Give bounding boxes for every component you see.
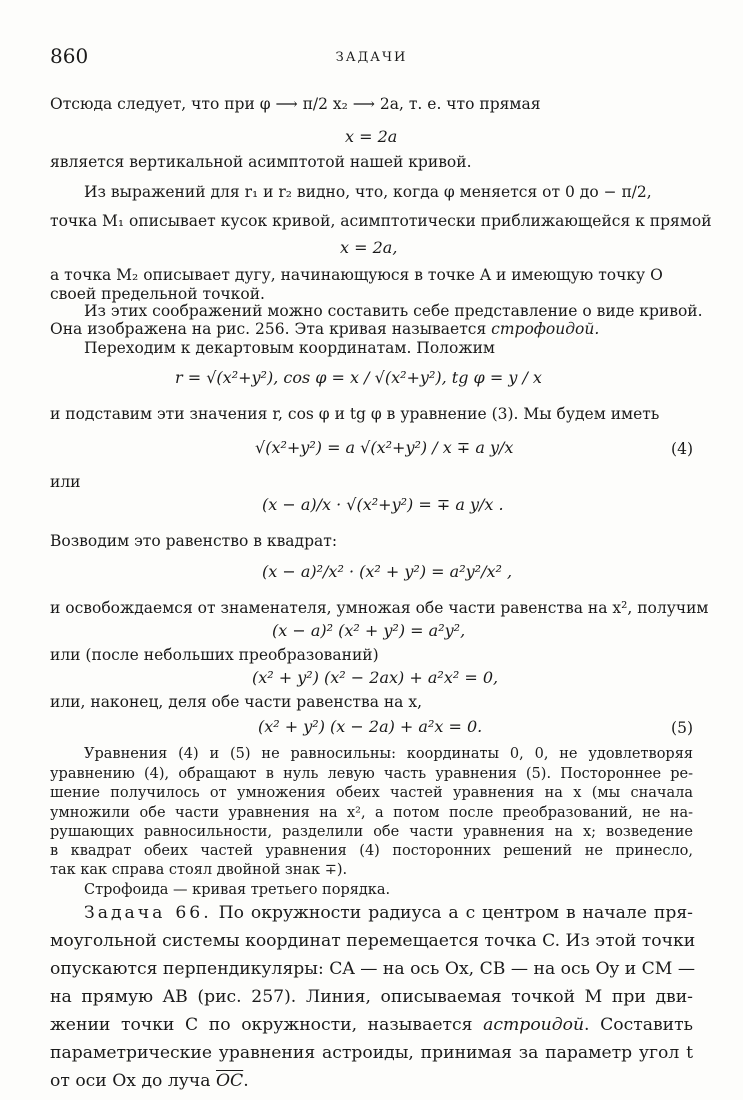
remark-line: уравнению (4), обращают в нуль левую часть уравнения (5). Постороннее ре-: [50, 766, 693, 782]
text-line: Переходим к декартовым координатам. Положим: [84, 339, 495, 357]
remark-line: рушающих равносильности, разделили обе части уравнения на x; возведение: [50, 824, 693, 840]
text-segment: Она изображена на рис. 256. Эта кривая называется: [50, 320, 492, 338]
text-segment: .: [243, 1071, 249, 1091]
text-line: [50, 319, 693, 340]
vector-oc: $\overline{OC}$: [215, 1071, 244, 1091]
term-strophoid: строфоидой.: [491, 320, 600, 338]
text-line: или: [50, 473, 81, 491]
text-line: или (после небольших преобразований): [50, 646, 379, 664]
text-line: точка M₁ описывает кусок кривой, асимптотически приближающейся к прямой: [50, 212, 712, 230]
text-line: или, наконец, деля обе части равенства на x,: [50, 693, 423, 711]
remark-line: умножили обе части уравнения на x², а потом после преобразований, не на-: [50, 805, 693, 821]
task-label: Задача 66.: [84, 903, 212, 923]
task-line: опускаются перпендикуляры: CA — на ось Ox, CB — на ось Oy и CM —: [50, 959, 696, 979]
remark-line: Строфоида — кривая третьего порядка.: [84, 882, 391, 898]
equation-4b: (x − a)/x · √(x²+y²) = ∓ a y/x .: [262, 495, 504, 514]
remark-line: так как справа стоял двойной знак ∓).: [50, 862, 348, 878]
task-line: моугольной системы координат перемещается точка C. Из этой точки: [50, 931, 696, 951]
task-line: [50, 900, 693, 927]
task-line: [50, 1012, 693, 1039]
text-line: и освобождаемся от знаменателя, умножая обе части равенства на x², получим: [50, 599, 709, 617]
equation-substitution: r = √(x²+y²), cos φ = x / √(x²+y²), tg φ = y / x: [175, 368, 542, 387]
equation-5: (x² + y²) (x − 2a) + a²x = 0.: [258, 717, 483, 736]
term-astroid: астроидой: [483, 1015, 585, 1035]
equation-multiplied: (x − a)² (x² + y²) = a²y²,: [272, 621, 466, 640]
equation-number-5: (5): [671, 719, 693, 737]
text-segment: . Составить: [584, 1015, 694, 1035]
equation-transformed: (x² + y²) (x² − 2ax) + a²x² = 0,: [252, 668, 499, 687]
remark-line: шение получилось от умножения обеих частей уравнения на x (мы сначала: [50, 785, 693, 801]
text-segment: По окружности радиуса a с центром в начале пря-: [218, 903, 693, 923]
page-number: 860: [50, 44, 89, 68]
remark-line: Уравнения (4) и (5) не равносильны: координаты 0, 0, не удовлетворяя: [84, 746, 693, 762]
equation-asymptote-2: x = 2a,: [340, 238, 398, 257]
equation-asymptote: x = 2a: [345, 127, 398, 146]
task-line: на прямую AB (рис. 257). Линия, описываемая точкой M при дви-: [50, 987, 693, 1007]
equation-number-4: (4): [671, 440, 693, 458]
text-line: своей предельной точкой.: [50, 285, 265, 303]
equation-4: √(x²+y²) = a √(x²+y²) / x ∓ a y/x: [255, 438, 514, 457]
text-line: и подставим эти значения r, cos φ и tg φ в уравнение (3). Мы будем иметь: [50, 405, 660, 423]
equation-squared: (x − a)²/x² · (x² + y²) = a²y²/x² ,: [262, 562, 513, 581]
text-line: Из выражений для r₁ и r₂ видно, что, когда φ меняется от 0 до − π/2,: [84, 183, 652, 201]
running-header: ЗАДАЧИ: [335, 50, 408, 65]
text-line: а точка M₂ описывает дугу, начинающуюся в точке A и имеющую точку O: [50, 266, 663, 284]
text-line: является вертикальной асимптотой нашей кривой.: [50, 153, 472, 171]
task-line: [50, 1068, 693, 1095]
text-line: Отсюда следует, что при φ ⟶ π/2 x₂ ⟶ 2a, т. е. что прямая: [50, 95, 541, 113]
text-segment: от оси Ox до луча: [50, 1071, 216, 1091]
remark-line: в квадрат обеих частей уравнения (4) посторонних решений не принесло,: [50, 843, 693, 859]
task-line: параметрические уравнения астроиды, принимая за параметр угол t: [50, 1043, 693, 1063]
text-line: Возводим это равенство в квадрат:: [50, 532, 338, 550]
text-line: Из этих соображений можно составить себе представление о виде кривой.: [84, 302, 703, 320]
text-segment: жении точки C по окружности, называется: [50, 1015, 484, 1035]
